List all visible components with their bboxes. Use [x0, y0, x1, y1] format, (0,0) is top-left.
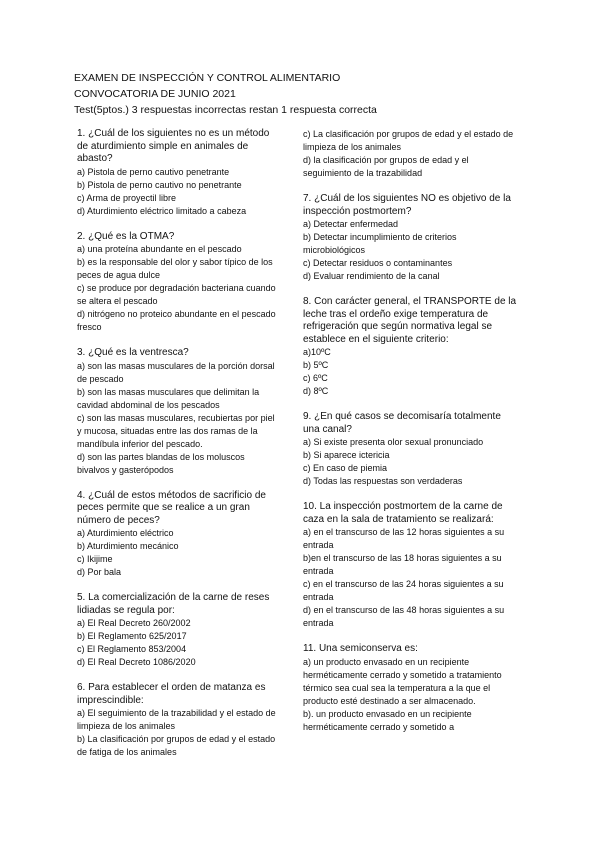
answer-option: a) en el transcurso de las 12 horas siguientes a su entrada: [303, 527, 505, 550]
answer-option: d) 8ºC: [303, 386, 329, 396]
answer-option: d) Todas las respuestas son verdaderas: [303, 476, 463, 486]
answer-option: d) Evaluar rendimiento de la canal: [303, 271, 440, 281]
question-block: [303, 193, 519, 283]
question-block: [77, 128, 277, 218]
question-text: 9. ¿En qué casos se decomisaría totalmente una canal?: [303, 411, 501, 435]
answer-option: b) es la responsable del olor y sabor típico de los peces de agua dulce: [77, 257, 273, 280]
question-block: [303, 501, 519, 630]
right-column: [303, 128, 519, 747]
answer-option: d) en el transcurso de las 48 horas siguientes a su entrada: [303, 605, 505, 628]
answer-option: d) la clasificación por grupos de edad y el seguimiento de la trazabilidad: [303, 155, 469, 178]
question-block: [303, 128, 519, 180]
answer-option: b) Aturdimiento mecánico: [77, 541, 179, 551]
answer-option: b) El Reglamento 625/2017: [77, 631, 187, 641]
answer-option: b) Detectar incumplimiento de criterios microbiológicos: [303, 232, 457, 255]
question-text: 8. Con carácter general, el TRANSPORTE de la leche tras el ordeño exige temperatura de refrigeración que según normativa legal se establece en el siguiente criterio:: [303, 296, 517, 345]
question-block: [77, 490, 277, 580]
answer-option: c) son las masas musculares, recubiertas por piel y mucosa, situadas entre las dos ramas de la mandíbula inferior del pescado.: [77, 412, 275, 449]
answer-option: d) El Real Decreto 1086/2020: [77, 657, 196, 667]
question-text: 1. ¿Cuál de los siguientes no es un método de aturdimiento simple en animales de abasto?: [77, 128, 270, 164]
answer-option: b). un producto envasado en un recipiente herméticamente cerrado y sometido a: [303, 708, 472, 732]
question-block: [77, 682, 277, 759]
exam-title: EXAMEN DE INSPECCIÓN Y CONTROL ALIMENTARIO: [74, 72, 341, 84]
answer-option: c) se produce por degradación bacteriana cuando se altera el pescado: [77, 283, 276, 306]
answer-option: a) El seguimiento de la trazabilidad y el estado de limpieza de los animales: [77, 708, 276, 731]
question-block: [303, 296, 519, 398]
answer-option: a) Detectar enfermedad: [303, 219, 399, 229]
question-block: [303, 643, 519, 734]
exam-header: [74, 70, 544, 118]
answer-option: b) son las masas musculares que delimitan la cavidad abdominal de los pescados: [77, 386, 260, 410]
answer-option: d) Por bala: [77, 567, 122, 577]
question-text: 3. ¿Qué es la ventresca?: [77, 347, 189, 358]
question-block: [77, 592, 277, 669]
question-text: 2. ¿Qué es la OTMA?: [77, 230, 175, 242]
answer-option: a) un producto envasado en un recipiente herméticamente cerrado y sometido a tratamiento térmico sea cual sea la temperatura a la que el producto esté destinado a ser almacenado.: [303, 656, 502, 706]
question-text: 6. Para establecer el orden de matanza es imprescindible:: [77, 682, 266, 706]
question-block: [303, 411, 519, 488]
answer-option: b) 5ºC: [303, 360, 329, 370]
answer-option: d) nitrógeno no proteico abundante en el pescado fresco: [77, 309, 276, 332]
answer-option: a) Pistola de perno cautivo penetrante: [77, 166, 230, 177]
question-text: 4. ¿Cuál de estos métodos de sacrificio de peces permite que se realice a un gran número de peces?: [77, 489, 266, 526]
answer-option: c) en el transcurso de las 24 horas siguientes a su entrada: [303, 579, 504, 602]
answer-option: c) El Reglamento 853/2004: [77, 644, 187, 654]
answer-option: b)en el transcurso de las 18 horas siguientes a su entrada: [303, 553, 502, 576]
answer-option: a) Aturdimiento eléctrico: [77, 528, 174, 538]
answer-option: c) 6ºC: [303, 373, 328, 383]
answer-option: a) son las masas musculares de la porción dorsal de pescado: [77, 360, 275, 384]
exam-instructions: Test(5ptos.) 3 respuestas incorrectas restan 1 respuesta correcta: [74, 104, 377, 116]
answer-option: b) Si aparece ictericia: [303, 450, 390, 460]
answer-option: c) En caso de piemia: [303, 463, 388, 473]
question-text: 5. La comercialización de la carne de reses lidiadas se regula por:: [77, 592, 270, 616]
answer-option: c) Arma de proyectil libre: [77, 192, 177, 203]
question-text: 10. La inspección postmortem de la carne de caza en la sala de tratamiento se realizará:: [303, 501, 503, 525]
answer-option: a) una proteína abundante en el pescado: [77, 244, 242, 254]
question-text: 7. ¿Cuál de los siguientes NO es objetivo de la inspección postmortem?: [303, 193, 511, 217]
answer-option: c) Ikijime: [77, 554, 113, 564]
question-block: [77, 347, 277, 477]
answer-option: c) Detectar residuos o contaminantes: [303, 258, 453, 268]
answer-option: b) Pistola de perno cautivo no penetrante: [77, 179, 242, 190]
left-column: [77, 128, 277, 772]
answer-option: d) Aturdimiento eléctrico limitado a cabeza: [77, 205, 247, 216]
exam-session: CONVOCATORIA DE JUNIO 2021: [74, 88, 236, 100]
answer-option: a)10ºC: [303, 347, 331, 357]
answer-option: b) La clasificación por grupos de edad y el estado de fatiga de los animales: [77, 734, 276, 757]
answer-option: d) son las partes blandas de los moluscos bivalvos y gasterópodos: [77, 451, 245, 475]
answer-option: c) La clasificación por grupos de edad y el estado de limpieza de los animales: [303, 129, 514, 152]
question-text: 11. Una semiconserva es:: [303, 643, 418, 654]
answer-option: a) Si existe presenta olor sexual pronunciado: [303, 437, 484, 447]
answer-option: a) El Real Decreto 260/2002: [77, 618, 191, 628]
question-block: [77, 231, 277, 335]
